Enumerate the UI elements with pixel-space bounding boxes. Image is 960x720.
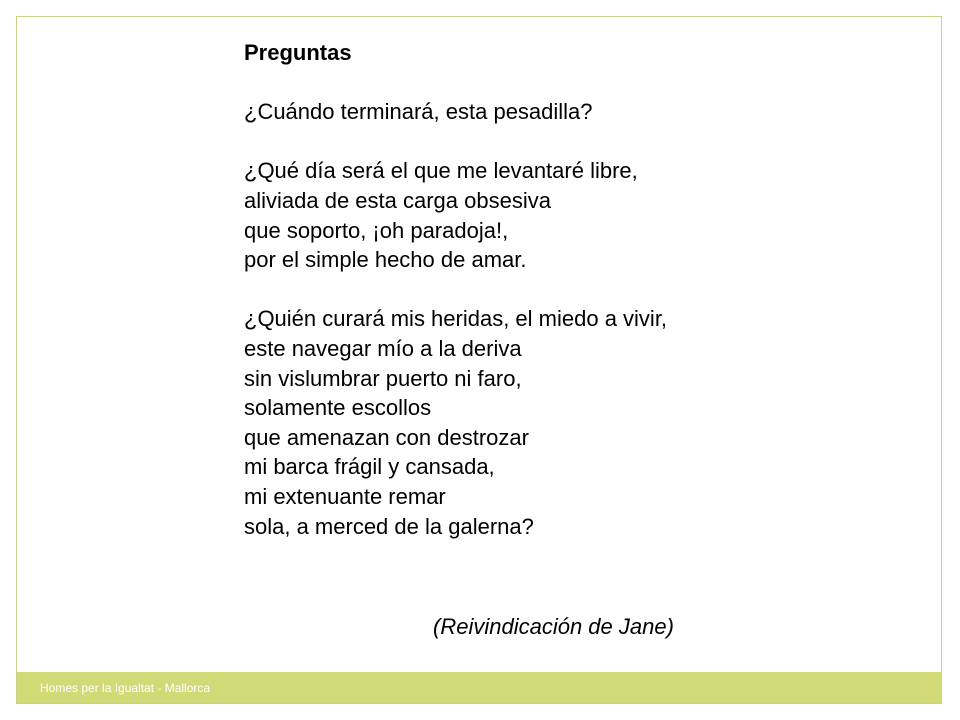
poem-title: Preguntas — [244, 40, 352, 65]
poem-line: ¿Cuándo terminará, esta pesadilla? — [244, 99, 593, 125]
poem-line: ¿Qué día será el que me levantaré libre, — [244, 158, 638, 184]
poem-line: ¿Quién curará mis heridas, el miedo a vivir, — [244, 306, 668, 332]
poem-line: mi extenuante remar — [244, 483, 446, 509]
poem-line: sin vislumbrar puerto ni faro, — [244, 365, 522, 391]
poem-line: que amenazan con destrozar — [244, 424, 529, 450]
poem-line: que soporto, ¡oh paradoja!, — [244, 217, 509, 243]
poem-line: solamente escollos — [244, 395, 432, 421]
stanza-2 — [244, 156, 667, 274]
stanza-1 — [244, 97, 667, 127]
poem-attribution: (Reivindicación de Jane) — [433, 614, 674, 639]
stanza-3 — [244, 304, 667, 541]
poem-line: sola, a merced de la galerna? — [244, 513, 534, 539]
slide — [16, 16, 942, 704]
poem-line: este navegar mío a la deriva — [244, 335, 522, 361]
footer-text: Homes per la Igualtat - Mallorca — [40, 681, 211, 695]
poem-line: por el simple hecho de amar. — [244, 247, 527, 273]
poem — [244, 38, 667, 541]
footer-bar — [17, 672, 941, 703]
poem-line: aliviada de esta carga obsesiva — [244, 187, 551, 213]
poem-line: mi barca frágil y cansada, — [244, 454, 495, 480]
